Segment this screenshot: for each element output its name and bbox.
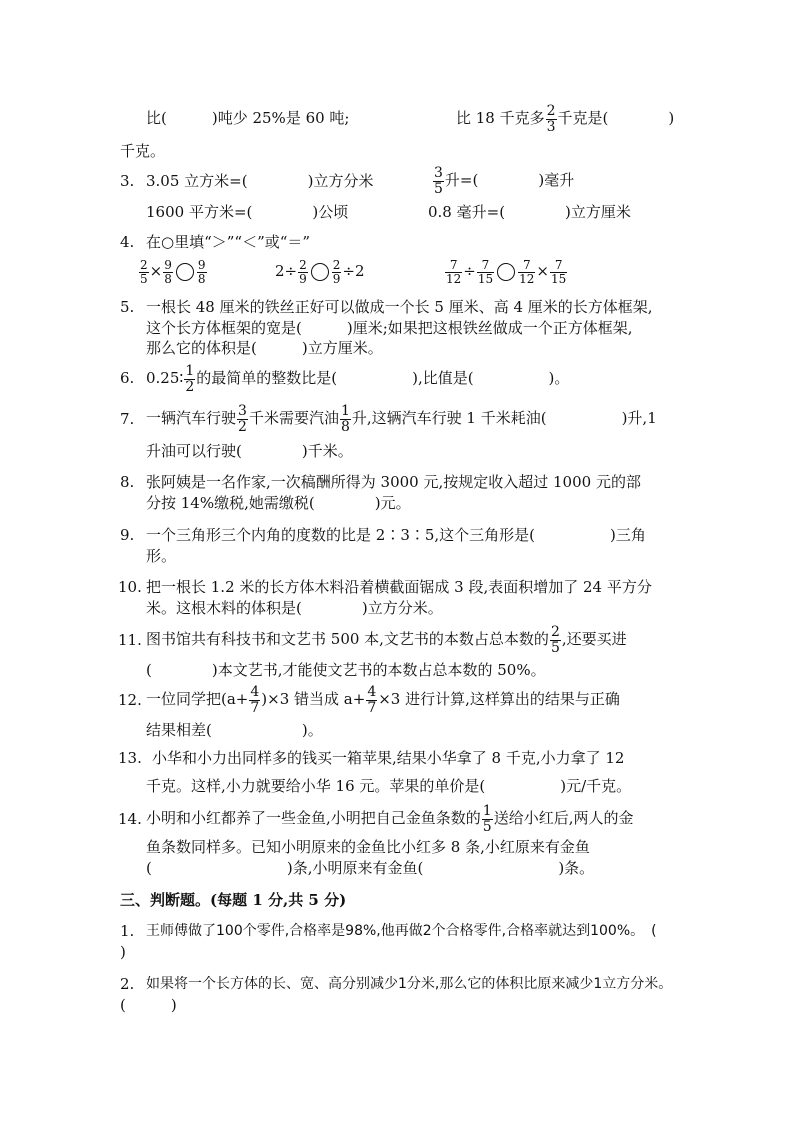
j2-line2: ( ) <box>120 996 177 1014</box>
q9-line1: 一个三角形三个内角的度数的比是 2∶3∶5,这个三角形是( )三角 <box>146 526 646 544</box>
q7-line1: 一辆汽车行驶 $\frac{3}{2}$ 千米需要汽油 $\frac{1}{8}$ 升,这辆汽车行驶 1 千米耗油( )升,1 <box>146 402 657 435</box>
q12-line2: 结果相差( )。 <box>146 721 323 739</box>
q12-number: 12. <box>118 691 142 709</box>
j1-line2: ) <box>120 943 126 961</box>
q4-instruction: 在○里填“＞”“＜”或“＝” <box>146 233 311 251</box>
q8-line2: 分按 14%缴税,她需缴税( )元。 <box>146 494 411 512</box>
q8-number: 8. <box>120 473 135 491</box>
q11-line1: 图书馆共有科技书和文艺书 500 本,文艺书的本数占总本数的 $\frac{2}{5}$ ,还要买进 <box>146 623 627 656</box>
q4-expr-3: $\frac{7}{12}$ ÷ $\frac{7}{15}$ $\frac{7}{12}$ × $\frac{7}{15}$ <box>446 257 567 286</box>
q13-number: 13. <box>118 749 142 767</box>
compare-circle[interactable] <box>176 263 194 281</box>
q9-line2: 形。 <box>146 547 177 565</box>
compare-circle[interactable] <box>311 263 329 281</box>
q6-fraction: $\frac{1}{2}$ <box>185 362 195 395</box>
compare-circle[interactable] <box>497 263 515 281</box>
q5-line3: 那么它的体积是( )立方厘米。 <box>146 339 383 357</box>
q2-line2: 千克。 <box>120 142 166 160</box>
q11-number: 11. <box>118 631 142 649</box>
j1-line1: 王师傅做了100个零件,合格率是98%,他再做2个合格零件,合格率就达到100%。 ( <box>146 923 657 939</box>
q2-part-b-blank: 千克是( ) <box>557 109 675 127</box>
q6-number: 6. <box>120 369 135 387</box>
q4-expr-2: 2÷ $\frac{2}{9}$ $\frac{2}{9}$ ÷2 <box>275 257 365 286</box>
q14-line3: ( )条,小明原来有金鱼( )条。 <box>146 859 595 877</box>
q3-part-b: $\frac{3}{5}$ 升=( )毫升 <box>434 164 575 197</box>
q3-fraction: $\frac{3}{5}$ <box>434 164 443 197</box>
q2-fraction: $\frac{2}{3}$ <box>546 102 556 135</box>
q2-part-b-text: 比 18 千克多 <box>456 109 545 127</box>
q8-line1: 张阿姨是一名作家,一次稿酬所得为 3000 元,按规定收入超过 1000 元的部 <box>146 473 641 491</box>
q14-line1: 小明和小红都养了一些金鱼,小明把自己金鱼条数的 $\frac{1}{5}$ 送给小红后,两人的金 <box>146 802 634 835</box>
q2-part-a: 比( )吨少 25%是 60 吨; <box>146 109 350 127</box>
q10-line2: 米。这根木料的体积是( )立方分米。 <box>146 599 443 617</box>
q2-line1 <box>146 108 350 128</box>
q11-line2: ( )本文艺书,才能使文艺书的本数占总本数的 50%。 <box>146 661 546 679</box>
q3-part-c: 1600 平方米=( )公顷 <box>146 203 349 221</box>
q13-line2: 千克。这样,小力就要给小华 16 元。苹果的单价是( )元/千克。 <box>146 777 632 795</box>
q3-number: 3. <box>120 172 135 190</box>
q5-line1: 一根长 48 厘米的铁丝正好可以做成一个长 5 厘米、高 4 厘米的长方体框架, <box>146 298 653 316</box>
section-title: 三、判断题。(每题 1 分,共 5 分) <box>120 891 347 909</box>
q7-line2: 升油可以行驶( )千米。 <box>146 442 353 460</box>
j2-line1: 如果将一个长方体的长、宽、高分别减少1分米,那么它的体积比原来减少1立方分米。 <box>146 976 673 992</box>
q6-line: 0.25∶ $\frac{1}{2}$ 的最简单的整数比是( ),比值是( )。 <box>146 362 570 395</box>
j2-number: 2. <box>120 975 135 993</box>
q5-number: 5. <box>120 298 135 316</box>
q7-number: 7. <box>120 410 135 428</box>
q13-line1: 小华和小力出同样多的钱买一箱苹果,结果小华拿了 8 千克,小力拿了 12 <box>152 749 625 767</box>
q9-number: 9. <box>120 526 135 544</box>
q14-number: 14. <box>118 810 142 828</box>
q12-line1: 一位同学把(a+ $\frac{4}{7}$ )×3 错当成 a+ $\frac{4}{7}$ ×3 进行计算,这样算出的结果与正确 <box>146 683 620 716</box>
q14-line2: 鱼条数同样多。已知小明原来的金鱼比小红多 8 条,小红原来有金鱼 <box>146 838 590 856</box>
j1-number: 1. <box>120 922 135 940</box>
q10-number: 10. <box>118 578 142 596</box>
q4-expr-1: $\frac{2}{5}$ × $\frac{9}{8}$ $\frac{9}{8}$ <box>140 257 206 286</box>
q5-line2: 这个长方体框架的宽是( )厘米;如果把这根铁丝做成一个正方体框架, <box>146 319 633 337</box>
q4-number: 4. <box>120 233 135 251</box>
q2-line1b <box>456 100 674 136</box>
q3-part-d: 0.8 毫升=( )立方厘米 <box>428 203 631 221</box>
q3-part-a: 3.05 立方米=( )立方分米 <box>146 172 374 190</box>
q10-line1: 把一根长 1.2 米的长方体木料沿着横截面锯成 3 段,表面积增加了 24 平方分 <box>146 578 652 596</box>
